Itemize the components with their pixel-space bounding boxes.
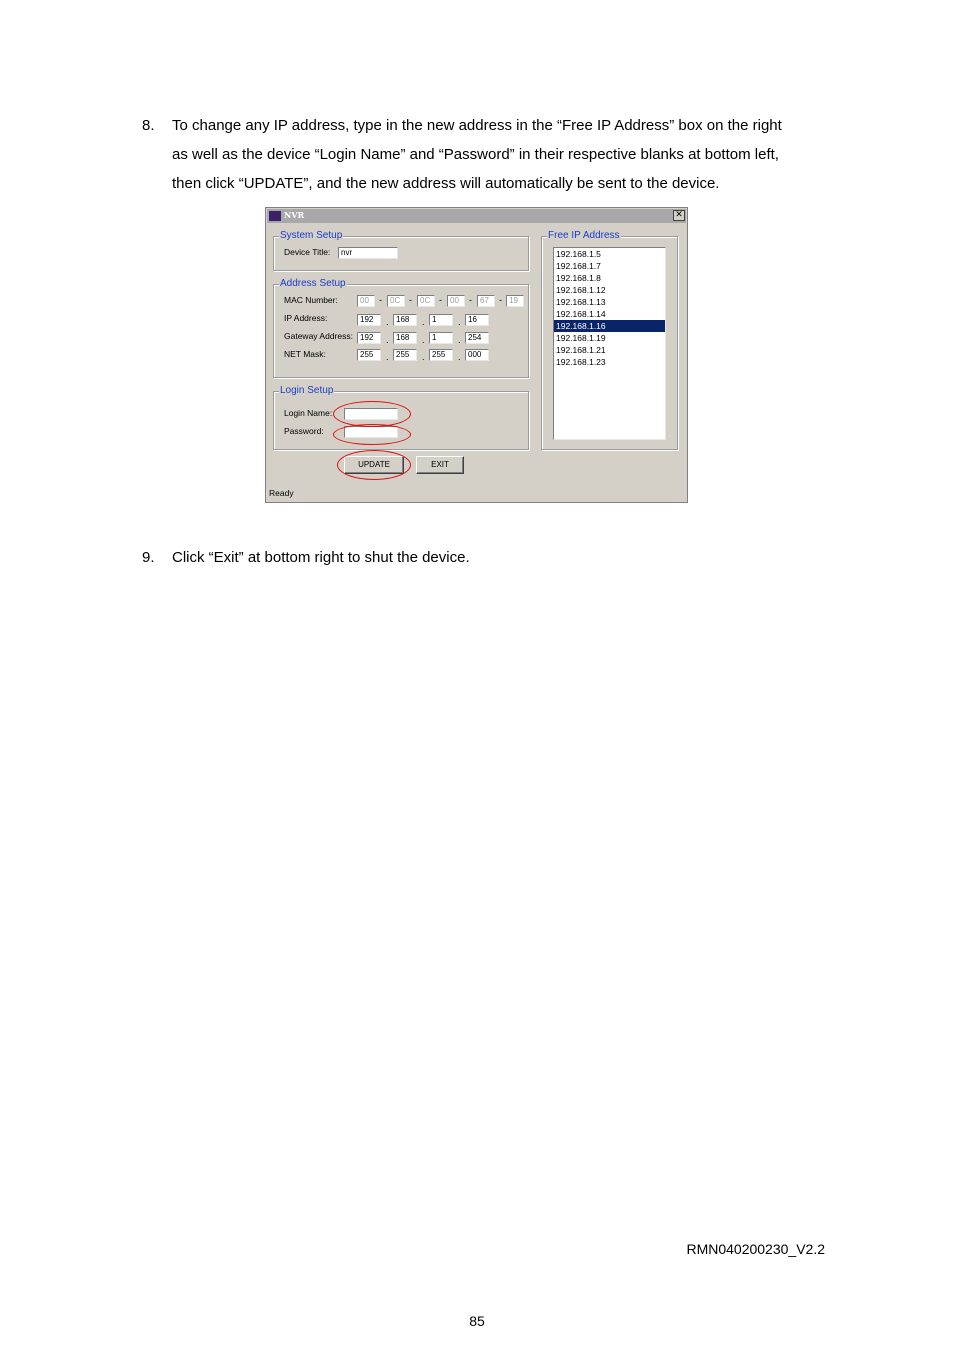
netmask-octet-1[interactable]: 255 — [357, 349, 381, 361]
device-title-input[interactable]: nvr — [338, 247, 398, 259]
close-button[interactable]: ✕ — [673, 210, 685, 221]
gateway-dot: . — [386, 335, 389, 345]
free-ip-item[interactable]: 192.168.1.21 — [556, 345, 606, 355]
free-ip-item-selected[interactable]: 192.168.1.16 — [554, 320, 665, 332]
netmask-octet-2[interactable]: 255 — [393, 349, 417, 361]
free-ip-item[interactable]: 192.168.1.13 — [556, 297, 606, 307]
netmask-dot: . — [458, 352, 461, 362]
gateway-octet-4[interactable]: 254 — [465, 332, 489, 344]
mac-separator: - — [499, 295, 502, 305]
system-setup-legend: System Setup — [280, 230, 343, 241]
mac-field-1: 00 — [357, 295, 375, 307]
netmask-dot: . — [422, 352, 425, 362]
mac-field-2: 0C — [387, 295, 405, 307]
document-id: RMN040200230_V2.2 — [686, 1241, 825, 1257]
status-text: Ready — [269, 488, 294, 498]
device-title-label: Device Title: — [284, 247, 331, 257]
login-name-label: Login Name: — [284, 408, 333, 418]
update-button[interactable]: UPDATE — [344, 456, 404, 474]
netmask-label: NET Mask: — [284, 349, 326, 359]
login-setup-legend: Login Setup — [280, 385, 334, 396]
gateway-label: Gateway Address: — [284, 331, 353, 341]
free-ip-item[interactable]: 192.168.1.5 — [556, 249, 601, 259]
step-number: 9. — [142, 549, 155, 566]
step-8-line-3: then click “UPDATE”, and the new address will automatically be sent to the device. — [172, 175, 720, 192]
gateway-dot: . — [422, 335, 425, 345]
free-ip-item[interactable]: 192.168.1.12 — [556, 285, 606, 295]
free-ip-item[interactable]: 192.168.1.8 — [556, 273, 601, 283]
netmask-octet-4[interactable]: 000 — [465, 349, 489, 361]
free-ip-item[interactable]: 192.168.1.23 — [556, 357, 606, 367]
ip-dot: . — [386, 317, 389, 327]
ip-dot: . — [422, 317, 425, 327]
ip-octet-4[interactable]: 16 — [465, 314, 489, 326]
password-label: Password: — [284, 426, 324, 436]
gateway-octet-1[interactable]: 192 — [357, 332, 381, 344]
title-bar[interactable] — [267, 209, 686, 223]
mac-separator: - — [409, 295, 412, 305]
ip-dot: . — [458, 317, 461, 327]
mac-field-3: 0C — [417, 295, 435, 307]
mac-field-6: 19 — [506, 295, 524, 307]
exit-button[interactable]: EXIT — [416, 456, 464, 474]
free-ip-legend: Free IP Address — [548, 230, 620, 241]
mac-separator: - — [439, 295, 442, 305]
netmask-dot: . — [386, 352, 389, 362]
step-9-text: Click “Exit” at bottom right to shut the device. — [172, 549, 470, 566]
mac-field-4: 00 — [447, 295, 465, 307]
highlight-password — [333, 424, 411, 445]
step-8-line-1: To change any IP address, type in the new address in the “Free IP Address” box on the right — [172, 117, 782, 134]
free-ip-item[interactable]: 192.168.1.7 — [556, 261, 601, 271]
ip-label: IP Address: — [284, 313, 328, 323]
step-number: 8. — [142, 117, 155, 134]
free-ip-item[interactable]: 192.168.1.14 — [556, 309, 606, 319]
mac-label: MAC Number: — [284, 295, 338, 305]
free-ip-listbox[interactable] — [553, 247, 666, 440]
mac-field-5: 67 — [477, 295, 495, 307]
mac-separator: - — [379, 295, 382, 305]
window-title: NVR — [284, 210, 305, 220]
free-ip-item[interactable]: 192.168.1.19 — [556, 333, 606, 343]
address-setup-legend: Address Setup — [280, 278, 346, 289]
ip-octet-3[interactable]: 1 — [429, 314, 453, 326]
app-icon — [269, 211, 281, 221]
mac-separator: - — [469, 295, 472, 305]
page-number: 85 — [469, 1313, 485, 1329]
gateway-dot: . — [458, 335, 461, 345]
step-8-line-2: as well as the device “Login Name” and “Password” in their respective blanks at bottom left, — [172, 146, 779, 163]
gateway-octet-3[interactable]: 1 — [429, 332, 453, 344]
ip-octet-2[interactable]: 168 — [393, 314, 417, 326]
gateway-octet-2[interactable]: 168 — [393, 332, 417, 344]
highlight-update — [337, 450, 411, 480]
netmask-octet-3[interactable]: 255 — [429, 349, 453, 361]
ip-octet-1[interactable]: 192 — [357, 314, 381, 326]
